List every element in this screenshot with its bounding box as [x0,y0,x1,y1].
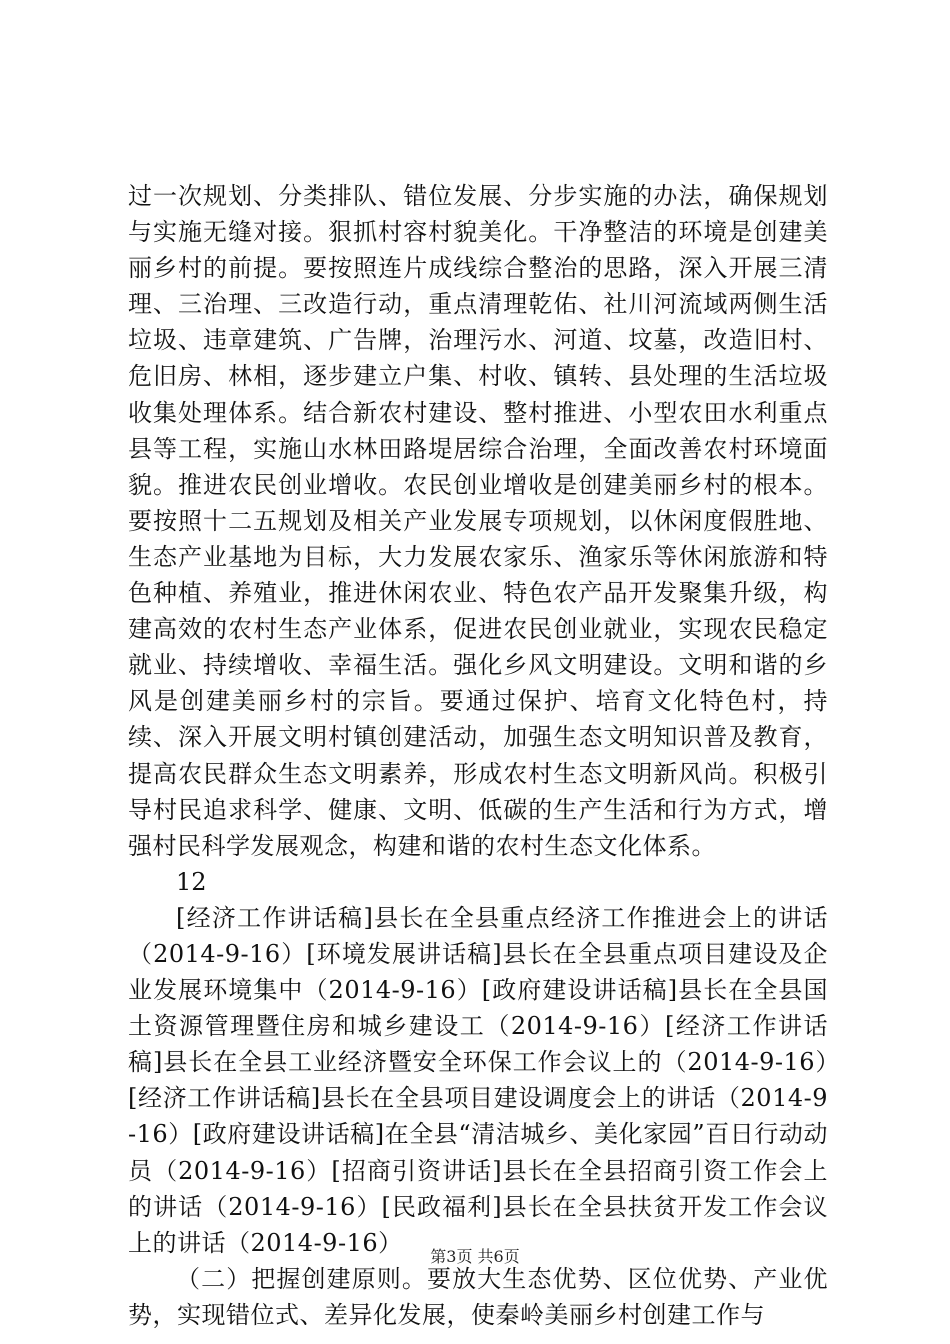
body-paragraph-3: （二）把握创建原则。要放大生态优势、区位优势、产业优势，实现错位式、差异化发展，使秦岭美丽乡村创建工作与 [128,1264,828,1329]
page-marker: 12 [176,867,207,896]
page-footer: 第3页 共6页 [430,1247,520,1266]
document-body [128,178,828,1333]
body-paragraph-1: 过一次规划、分类排队、错位发展、分步实施的办法，确保规划与实施无缝对接。狠抓村容村貌美化。干净整洁的环境是创建美丽乡村的前提。要按照连片成线综合整治的思路，深入开展三清理、三治理、三改造行动，重点清理乾佑、社川河流域两侧生活垃圾、违章建筑、广告牌，治理污水、河道、坟墓，改造旧村、危旧房、林相，逐步建立户集、村收、镇转、县处理的生活垃圾收集处理体系。结合新农村建设、整村推进、小型农田水利重点县等工程，实施山水林田路堤居综合治理，全面改善农村环境面貌。推进农民创业增收。农民创业增收是创建美丽乡村的根本。要按照十二五规划及相关产业发展专项规划，以休闲度假胜地、生态产业基地为目标，大力发展农家乐、渔家乐等休闲旅游和特色种植、养殖业，推进休闲农业、特色农产品开发聚集升级，构建高效的农村生态产业体系，促进农民创业就业，实现农民稳定就业、持续增收、幸福生活。强化乡风文明建设。文明和谐的乡风是创建美丽乡村的宗旨。要通过保护、培育文化特色村，持续、深入开展文明村镇创建活动，加强生态文明知识普及教育，提高农民群众生态文明素养，形成农村生态文明新风尚。积极引导村民追求科学、健康、文明、低碳的生产生活和行为方式，增强村民科学发展观念，构建和谐的农村生态文化体系。 [128,182,828,860]
body-paragraph-2: [经济工作讲话稿]县长在全县重点经济工作推进会上的讲话（2014-9-16）[环境发展讲话稿]县长在全县重点项目建设及企业发展环境集中（2014-9-16）[政府建设讲话稿]县长在全县国土资源管理暨住房和城乡建设工（2014-9-16）[经济工作讲话稿]县长在全县工业经济暨安全环保工作会议上的（2014-9-16）[经济工作讲话稿]县长在全县项目建设调度会上的讲话（2014-9-16）[政府建设讲话稿]在全县“清洁城乡、美化家园”百日行动动员（2014-9-16）[招商引资讲话]县长在全县招商引资工作会上的讲话（2014-9-16）[民政福利]县长在全县扶贫开发工作会议上的讲话（2014-9-16） [128,903,828,1257]
